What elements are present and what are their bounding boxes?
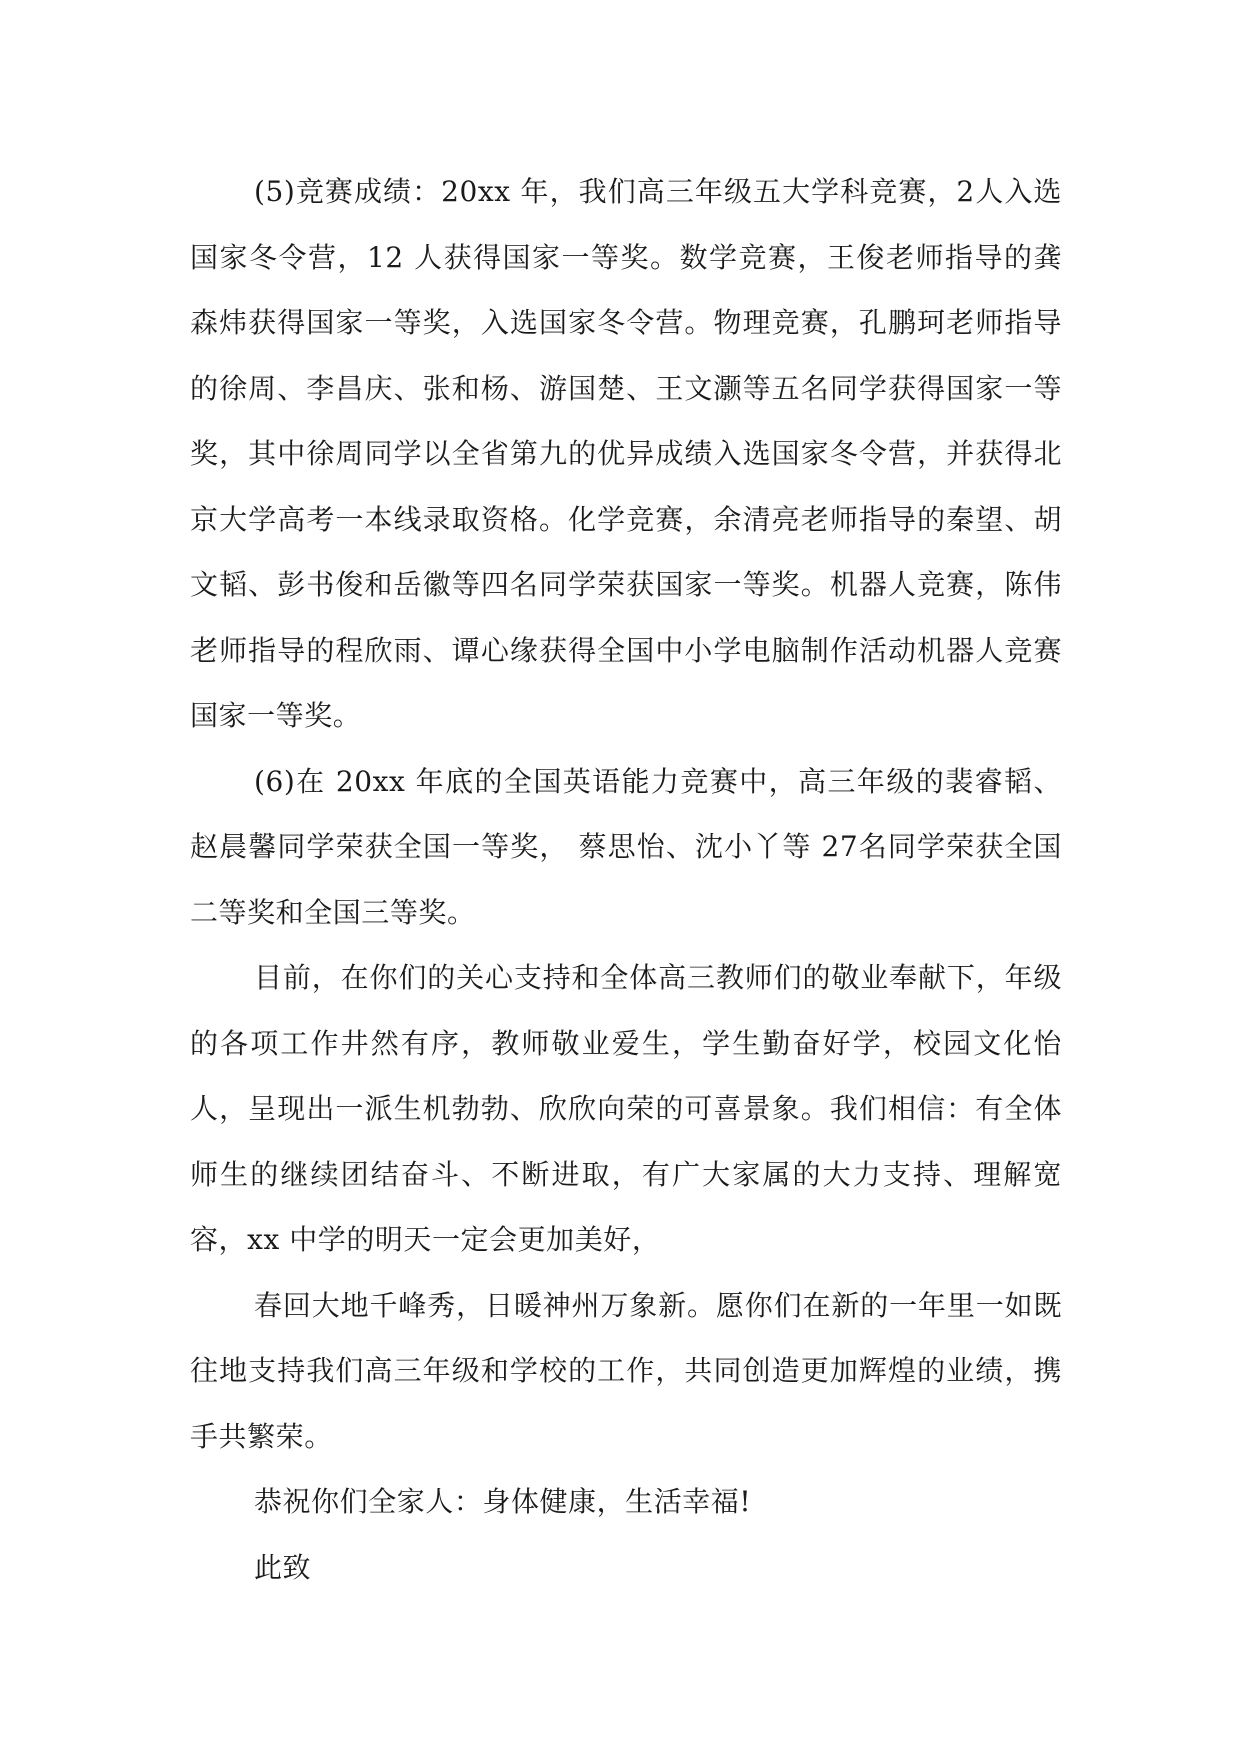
document-body — [190, 159, 1062, 1600]
paragraph-english-competition: (6)在 20xx 年底的全国英语能力竞赛中，高三年级的裴睿韬、赵晨馨同学荣获全国一等奖， 蔡思怡、沈小丫等 27名同学荣获全国二等奖和全国三等奖。 — [190, 764, 1062, 929]
paragraph-closing: 此致 — [254, 1550, 312, 1584]
paragraph-competition-results: (5)竞赛成绩：20xx 年，我们高三年级五大学科竞赛，2人入选国家冬令营，12 人获得国家一等奖。数学竞赛，王俊老师指导的龚森炜获得国家一等奖，入选国家冬令营。物理竞赛，孔鹏珂老师指导的徐周、李昌庆、张和杨、游国楚、王文灏等五名同学获得国家一等奖，其中徐周同学以全省第九的优异成绩入选国家冬令营，并获得北京大学高考一本线录取资格。化学竞赛，余清亮老师指导的秦望、胡文韬、彭书俊和岳徽等四名同学荣获国家一等奖。机器人竞赛，陈伟老师指导的程欣雨、谭心缘获得全国中小学电脑制作活动机器人竞赛国家一等奖。 — [190, 175, 1062, 732]
paragraph-current-status: 目前，在你们的关心支持和全体高三教师们的敬业奉献下，年级的各项工作井然有序，教师敬业爱生，学生勤奋好学，校园文化怡人，呈现出一派生机勃勃、欣欣向荣的可喜景象。我们相信：有全体师生的继续团结奋斗、不断进取，有广大家属的大力支持、理解宽容，xx 中学的明天一定会更加美好， — [190, 961, 1062, 1256]
paragraph-greetings: 恭祝你们全家人：身体健康，生活幸福! — [254, 1485, 752, 1518]
paragraph-new-year-wishes: 春回大地千峰秀，日暖神州万象新。愿你们在新的一年里一如既往地支持我们高三年级和学校的工作，共同创造更加辉煌的业绩，携手共繁荣。 — [190, 1288, 1062, 1453]
